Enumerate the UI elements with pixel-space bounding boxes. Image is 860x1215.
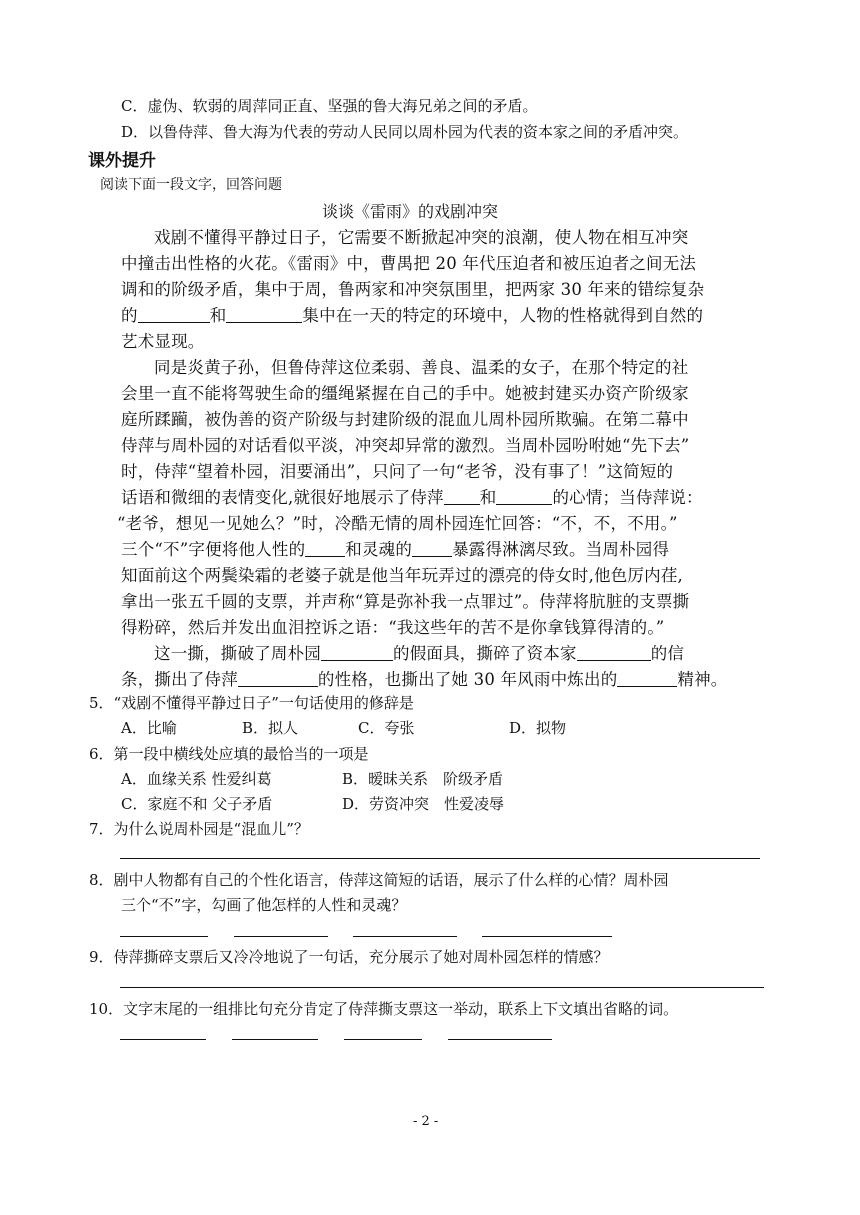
fill-blank[interactable] xyxy=(412,540,452,558)
article-title: 谈谈《雷雨》的戏剧冲突 xyxy=(322,202,499,221)
text-segment: 三个“不”字便将他人性的 xyxy=(121,540,306,559)
text-segment: 的 xyxy=(121,306,138,325)
para2-line11: 得粉碎，然后并发出血泪控诉之语：“我这些年的苦不是你拿钱算得清的。” xyxy=(121,618,665,637)
q5-option-c[interactable]: C．夸张 xyxy=(358,719,415,737)
answer-line[interactable] xyxy=(482,936,612,937)
fill-blank[interactable] xyxy=(305,540,345,558)
para3-line2 xyxy=(121,666,728,690)
section-title: 课外提升 xyxy=(88,151,156,171)
answer-line[interactable] xyxy=(120,858,760,859)
para1-line2: 中撞击出性格的火花。《雷雨》中，曹禺把 20 年代压迫者和被压迫者之间无法 xyxy=(121,254,697,273)
answer-line[interactable] xyxy=(353,936,457,937)
text-segment: 话语和微细的表情变化,就很好地展示了侍萍 xyxy=(121,488,444,507)
question-7-stem: 7．为什么说周朴园是“混血儿”？ xyxy=(89,820,309,838)
answer-line[interactable] xyxy=(448,1039,552,1040)
para2-line7: “老爷，想见一见她么？”时，冷酷无情的周朴园连忙回答：“不，不，不用。” xyxy=(117,514,678,533)
text-segment: 条，撕出了侍萍 xyxy=(121,670,238,689)
text-segment: 集中在一天的特定的环境中，人物的性格就得到自然的 xyxy=(302,306,704,325)
para2-line5: 时，侍萍“望着朴园，泪要涌出”，只问了一句“老爷，没有事了！”这简短的 xyxy=(121,462,674,481)
para2-line6 xyxy=(121,484,703,508)
q5-option-d[interactable]: D．拟物 xyxy=(509,719,567,737)
question-9-stem: 9．侍萍撕碎支票后又冷冷地说了一句话，充分展示了她对周朴园怎样的情感？ xyxy=(89,948,609,966)
question-8-stem-line2: 三个“不”字，勾画了他怎样的人性和灵魂？ xyxy=(121,896,407,914)
answer-line[interactable] xyxy=(232,1039,318,1040)
text-segment: 的信 xyxy=(650,644,685,663)
para1-line5: 艺术显现。 xyxy=(121,332,205,351)
para2-line2: 会里一直不能将驾驶生命的缰绳紧握在自己的手中。她被封建买办资产阶级家 xyxy=(121,384,689,403)
fill-blank[interactable] xyxy=(444,488,480,506)
option-c: C．虚伪、软弱的周萍同正直、坚强的鲁大海兄弟之间的矛盾。 xyxy=(121,97,538,115)
page-number: - 2 - xyxy=(413,1114,439,1129)
para2-line10: 拿出一张五千圆的支票，并声称“算是弥补我一点罪过”。侍萍将肮脏的支票撕 xyxy=(121,592,690,611)
fill-blank[interactable] xyxy=(226,306,302,324)
text-segment: 的性格，也撕出了她 30 年风雨中炼出的 xyxy=(317,670,618,689)
q6-option-b[interactable]: B．暧昧关系 阶级矛盾 xyxy=(342,770,504,788)
para2-line8 xyxy=(121,536,669,560)
para1-line3: 调和的阶级矛盾，集中于周，鲁两家和冲突氛围里，把两家 30 年来的错综复杂 xyxy=(121,280,705,299)
para2-line1: 同是炎黄子孙，但鲁侍萍这位柔弱、善良、温柔的女子，在那个特定的社 xyxy=(154,358,689,377)
fill-blank[interactable] xyxy=(321,644,393,662)
para3-line1 xyxy=(154,640,684,664)
text-segment: 暴露得淋漓尽致。当周朴园得 xyxy=(452,540,670,559)
para1-line1: 戏剧不懂得平静过日子，它需要不断掀起冲突的浪潮，使人物在相互冲突 xyxy=(154,228,689,247)
question-8-stem-line1: 8．剧中人物都有自己的个性化语言，侍萍这简短的话语，展示了什么样的心情？周朴园 xyxy=(89,871,669,889)
answer-line[interactable] xyxy=(120,1039,206,1040)
answer-line[interactable] xyxy=(120,936,208,937)
fill-blank[interactable] xyxy=(577,644,651,662)
q6-option-c[interactable]: C．家庭不和 父子矛盾 xyxy=(121,795,273,813)
option-d: D．以鲁侍萍、鲁大海为代表的劳动人民同以周朴园为代表的资本家之间的矛盾冲突。 xyxy=(121,123,689,141)
para2-line9: 知面前这个两鬓染霜的老婆子就是他当年玩弄过的漂亮的侍女时,他色厉内荏, xyxy=(121,566,683,585)
question-5-stem: 5．“戏剧不懂得平静过日子”一句话使用的修辞是 xyxy=(89,694,414,712)
text-segment: 的假面具，撕碎了资本家 xyxy=(393,644,577,663)
fill-blank[interactable] xyxy=(496,488,552,506)
question-6-stem: 6．第一段中横线处应填的最恰当的一项是 xyxy=(89,745,369,763)
text-segment: 和 xyxy=(209,306,227,325)
para2-line3: 庭所蹂躏，被伪善的资产阶级与封建阶级的混血儿周朴园所欺骗。在第二幕中 xyxy=(121,410,689,429)
text-segment: 这一撕，撕破了周朴园 xyxy=(154,644,321,663)
fill-blank[interactable] xyxy=(138,306,210,324)
q6-option-a[interactable]: A．血缘关系 性爱纠葛 xyxy=(121,770,272,788)
text-segment: 精神。 xyxy=(677,670,728,689)
q5-option-b[interactable]: B．拟人 xyxy=(242,719,299,737)
text-segment: 和灵魂的 xyxy=(345,540,413,559)
text-segment: 和 xyxy=(479,488,497,507)
fill-blank[interactable] xyxy=(238,670,318,688)
fill-blank[interactable] xyxy=(617,670,677,688)
reading-instruction: 阅读下面一段文字，回答问题 xyxy=(100,177,282,193)
para2-line4: 侍萍与周朴园的对话看似平淡，冲突却异常的激烈。当周朴园吩咐她“先下去” xyxy=(121,436,690,455)
text-segment: 的心情；当侍萍说： xyxy=(552,488,703,507)
answer-line[interactable] xyxy=(234,936,328,937)
question-10-stem: 10．文字末尾的一组排比句充分肯定了侍萍撕支票这一举动，联系上下文填出省略的词。 xyxy=(89,1000,679,1018)
q5-option-a[interactable]: A．比喻 xyxy=(121,719,177,737)
answer-line[interactable] xyxy=(120,987,764,988)
q6-option-d[interactable]: D．劳资冲突 性爱凌辱 xyxy=(342,795,505,813)
answer-line[interactable] xyxy=(344,1039,422,1040)
para1-line4 xyxy=(121,302,703,326)
